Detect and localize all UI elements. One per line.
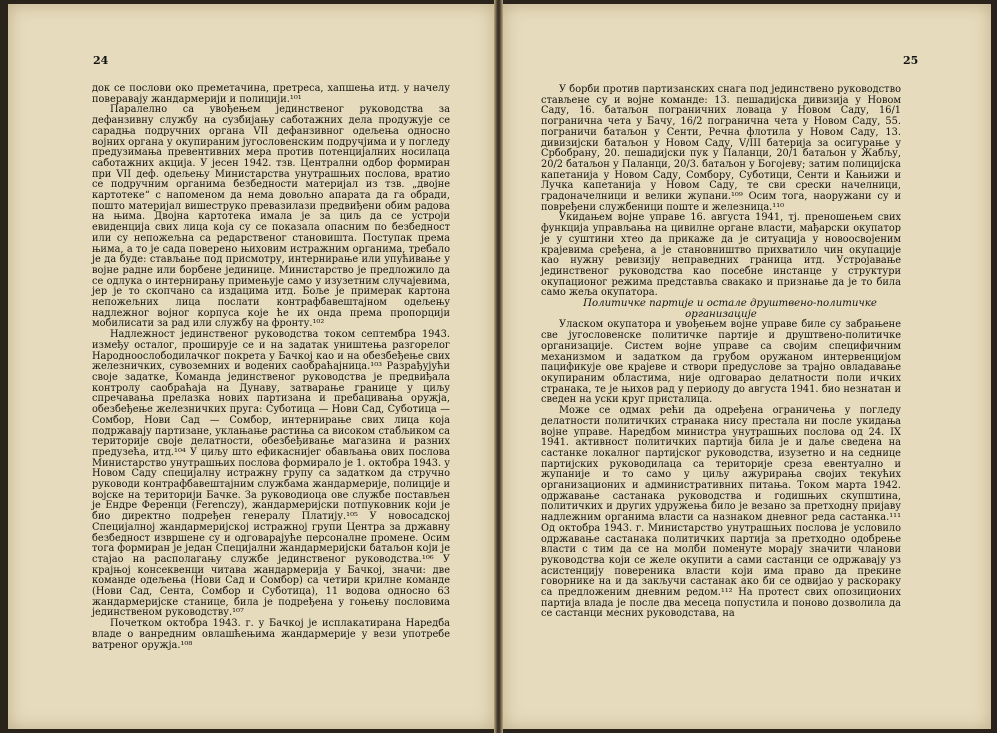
paragraph: У борби против партизанских снага под јединствено руководство стављене су и војне команде: 13. пешадијска дивизија у Новом Саду, 16. батаљон пограничних ловаца у Новом Саду, 16/1 погранична чета у Бачу, 16/2 погранична чета у Новом Саду, 55. пограничи батаљон у Сенти, Речна флотила у Новом Саду, 13. дивизијски батаљон у Новом Саду, V/III батерија за осигурање у Србобрану, 20. пешадијски пук у Паланци, 20/1 батаљон у Жабљу, 20/2 батаљон у Паланци, 20/3. батаљон у Богојеву; затим полицијска капетанија у Новом Саду, Сомбору, Суботици, Сенти и Кањижи и Лучка капетанија у Новом Саду, те сви срески начелници, градоначелници и велики жупани.¹⁰⁹ Осим тога, наоружани су и повређени службеници поште и железница.¹¹⁰ (541, 84, 901, 213)
left-page (8, 4, 494, 729)
paragraph: док се послови око преметачина, претреса, хапшења итд. у начелу поверавају жандармерији и полицији.¹⁰¹ (92, 83, 450, 105)
paragraph: Укидањем војне управе 16. августа 1941, тј. преношењем свих функција управљања на цивилне органе власти, мађарски окупатор је у суштини хтео да прикаже да је ситуација у новоосвојеним крајевима сређена, а је становништво прихватило чин окупације као нужну ревизију неправедних граница итд. Устројавање јединственог руководства као посебне инстанце у структури окупационог режима представља свакако и признање да је то била само жеља окупатора. (541, 212, 901, 299)
page-number: 25 (903, 54, 919, 67)
book-gutter (494, 0, 503, 733)
paragraph: Паралелно са увођењем јединственог руководства за дефанзивну службу на сузбијању саботажних дела продужује се сарадња подручних органа VII дефанзивног одељења односно војних органа у окупираним југословенским подручјима и у погледу предузимања превентивних мера против потенцијалних носилаца саботажних акција. У јесен 1942. тзв. Централни одбор формиран при VII деф. одељењу Министарства унутрашњих послова, вратио се подручним органима безбедности материјал из тзв. „двојне картотеке“ с напоменом да нема довољно апарата да га обради, пошто материјал вишеструко превазилази предвиђени обим радова на њима. Двојна картотека имала је за циљ да се устроји евиденција свих лица која су се показала опасним по безбедност или су непожељна са редарственог становишта. Поступак према њима, а то је сада поверено њиховим истражним органима, требало је да буде: стављање под присмотру, интернирање или упућивање у војне радне или борбене јединице. Министарство је предложило да се одлука о интернирању примењује само у изузетним случајевима, јер је то скопчано са издацима итд. Боље је примерак картона непожељних лица послати контрафбавештајном одељењу надлежног војног корпуса које ће их онда према пропорцији мобилисати за рад или службу на фронту.¹⁰² (92, 104, 450, 330)
paragraph: Почетком октобра 1943. г. у Бачкој је исплакатирана Наредба владе о ванредним овлашћењима жандармерије у вези употребе ватреног оружја.¹⁰⁸ (92, 618, 450, 651)
right-page (503, 4, 991, 729)
paragraph: Надлежност јединственог руководства током септембра 1943. између осталог, проширује се и на задатак уништења разгорелог Народноослободилачког покрета у Бачкој као и на обезбеђење свих железничких, сувоземних и водених саобраћајница.¹⁰³ Разрађујући своје задатке, Команда јединственог руководства је предвиђала контролу саобраћаја на Дунаву, затварање границе у циљу спречавања прелазка нових партизана и пребацивања оружја, обезбеђење железничких пруга: Суботица — Нови Сад, Суботица — Сомбор, Нови Сад — Сомбор, интернирање свих лица која подржавају партизане, уклањање растиња са високом стабљиком са територије своје делатности, обезбеђивање магазина и разних предузећа, итд.¹⁰⁴ У циљу што ефикаснијег обављања ових послова Министарство унутрашњих послова формирало је 1. октобра 1943. у Новом Саду специјалну истражну групу са задатком да стручно руководи контрафбавештајним службама жандармерије, полиције и војске на територији Бачке. За руководиоца ове службе постављен је Ендре Ференци (Ferenczy), жандармеријски потпуковник који је био директно подређен генералу Платију.¹⁰⁵ У новосадској Специјалној жандармеријској истражној групи Центра за државну безбедност извршене су и одговарајуће персоналне промене. Осим тога формиран је један Специјални жандармеријски батаљон који је стајао на располагању службе јединственог руководства.¹⁰⁶ У крајњој консеквенци читава жандармерија у Бачкој, значи: две команде одељења (Нови Сад и Сомбор) са четири крилне команде (Нови Сад, Сента, Сомбор и Суботица), 11 водова односно 63 жандармеријске станице, била је подређена у гоњењу пословима јединственом руководству.¹⁰⁷ (92, 329, 451, 619)
page-number: 24 (93, 54, 109, 67)
paragraph: Уласком окупатора и увођењем војне управе биле су забрањене све југословенске политичке партије и друштвено-политичке организације. Систем војне управе са својим специфичним механизмом и задатком да грубом оружаном интервенцијом пацификује ове крајеве и створи предуслове за трајно овладавање окупираним областима, није одговарао делатности поли ичких странака, те је њихов рад у периоду до августа 1941. био незнатан и сведен на уски круг присталица. (541, 319, 901, 406)
right-page-body (541, 85, 901, 620)
section-heading: Политичке партије и остале друштвено-политичке организације (583, 298, 877, 320)
left-page-body (92, 84, 450, 651)
paragraph: Може се одмах рећи да одређена ограничења у погледу делатности политичких странака нису престала ни после укидања војне управе. Наредбом министра унутрашњих послова од 24. IX 1941. активност политичких партија била је и даље сведена на састанке локалног партијског руководства, изузетно и на седнице партијских руководилаца са територије среза евентуално и жупаније и то само у циљу ажурирања својих текућих организационих и административних питања. Током марта 1942. одржавање састанака руководства и годишњих скупштина, политичких и других удружења било је везано за претходну пријаву надлежним органима власти са назнаком дневног реда састанка.¹¹¹ Од октобра 1943. г. Министарство унутрашњих послова је условило одржавање састанака политичких партија за претходно одобрење власти с тим да се на молби поменуте морају значити чланови руководства који се желе окупити а сами састанци се одржавају уз асистенцију повереника власти који има право да прекине говорнике на и да закључи састанак ако би се одвијао у раскораку са предложеним дневним редом.¹¹² На протест свих опозиционих партија влада је после два месеца попустила и поново дозволила да се састанци месних руководстава, на (541, 405, 901, 620)
